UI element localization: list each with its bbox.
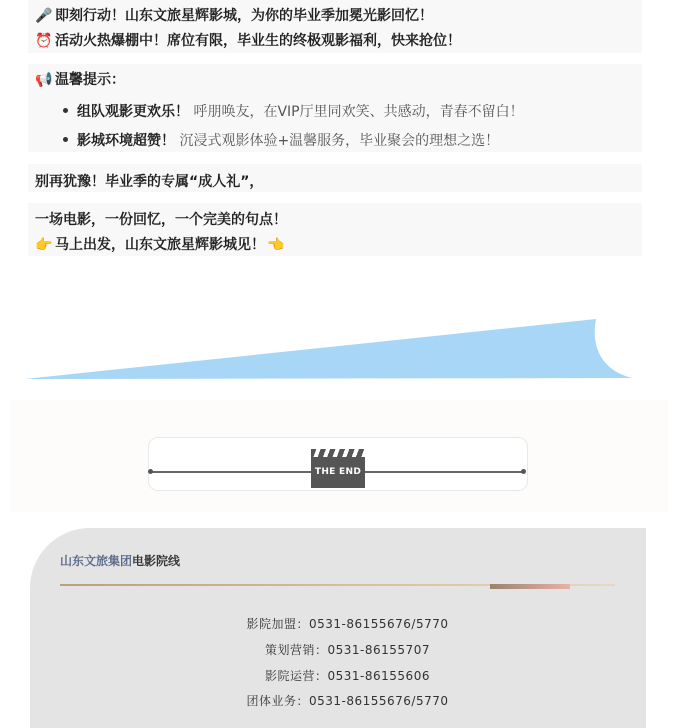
tips-item-2-text: 沉浸式观影体验+温馨服务，毕业聚会的理想之选！ [175, 133, 500, 149]
tips-title [35, 69, 125, 89]
clapperboard-stripes [311, 449, 365, 457]
intro-line-1 [35, 5, 433, 25]
contact-marketing: 策划营销：0531-86155707 [265, 643, 430, 657]
footer-brand-group: 山东文旅集团 [60, 554, 133, 568]
tips-item-2 [77, 130, 499, 150]
wave-divider [0, 310, 695, 390]
microphone-icon: 🎤 [35, 8, 53, 24]
intro-line-2-text: 活动火热爆棚中！席位有限，毕业生的终极观影福利，快来抢位！ [55, 33, 461, 49]
contact-franchise: 影院加盟：0531-86155676/5770 [246, 617, 449, 631]
megaphone-icon: 📢 [35, 72, 53, 88]
footer-brand [60, 552, 180, 569]
clapperboard-icon [311, 449, 365, 488]
closing-line-3 [35, 234, 287, 254]
footer-brand-cinema: 电影院线 [132, 554, 181, 568]
pointing-left-icon: 👈 [267, 237, 285, 253]
tips-item-1-text: 呼朋唤友，在VIP厅里同欢笑、共感动，青春不留白！ [189, 104, 524, 120]
intro-line-2 [35, 30, 461, 50]
footer-divider-accent [490, 584, 570, 589]
tips-item-1-strong: 组队观影更欢乐！ [77, 104, 189, 120]
closing-line-1: 别再犹豫！毕业季的专属“成人礼”， [35, 174, 264, 190]
the-end-label: THE END [311, 457, 365, 488]
tips-bullet-2 [63, 137, 68, 142]
the-end-dot-right [521, 469, 526, 474]
alarm-clock-icon: ⏰ [35, 33, 53, 49]
tips-title-text: 温馨提示： [55, 72, 125, 88]
closing-line-3-text: 马上出发，山东文旅星辉影城见！ [55, 237, 265, 253]
contact-group-business: 团体业务：0531-86155676/5770 [246, 694, 449, 708]
intro-line-1-text: 即刻行动！山东文旅星辉影城，为你的毕业季加冕光影回忆！ [55, 8, 433, 24]
tips-item-1 [77, 101, 524, 121]
wave-shape [25, 319, 633, 379]
tips-item-2-strong: 影城环境超赞！ [77, 133, 175, 149]
closing-line-2: 一场电影，一份回忆，一个完美的句点！ [35, 212, 287, 228]
tips-bullet-1 [63, 108, 68, 113]
contact-operations: 影院运营：0531-86155606 [265, 669, 430, 683]
pointing-right-icon: 👉 [35, 237, 53, 253]
the-end-dot-left [148, 469, 153, 474]
